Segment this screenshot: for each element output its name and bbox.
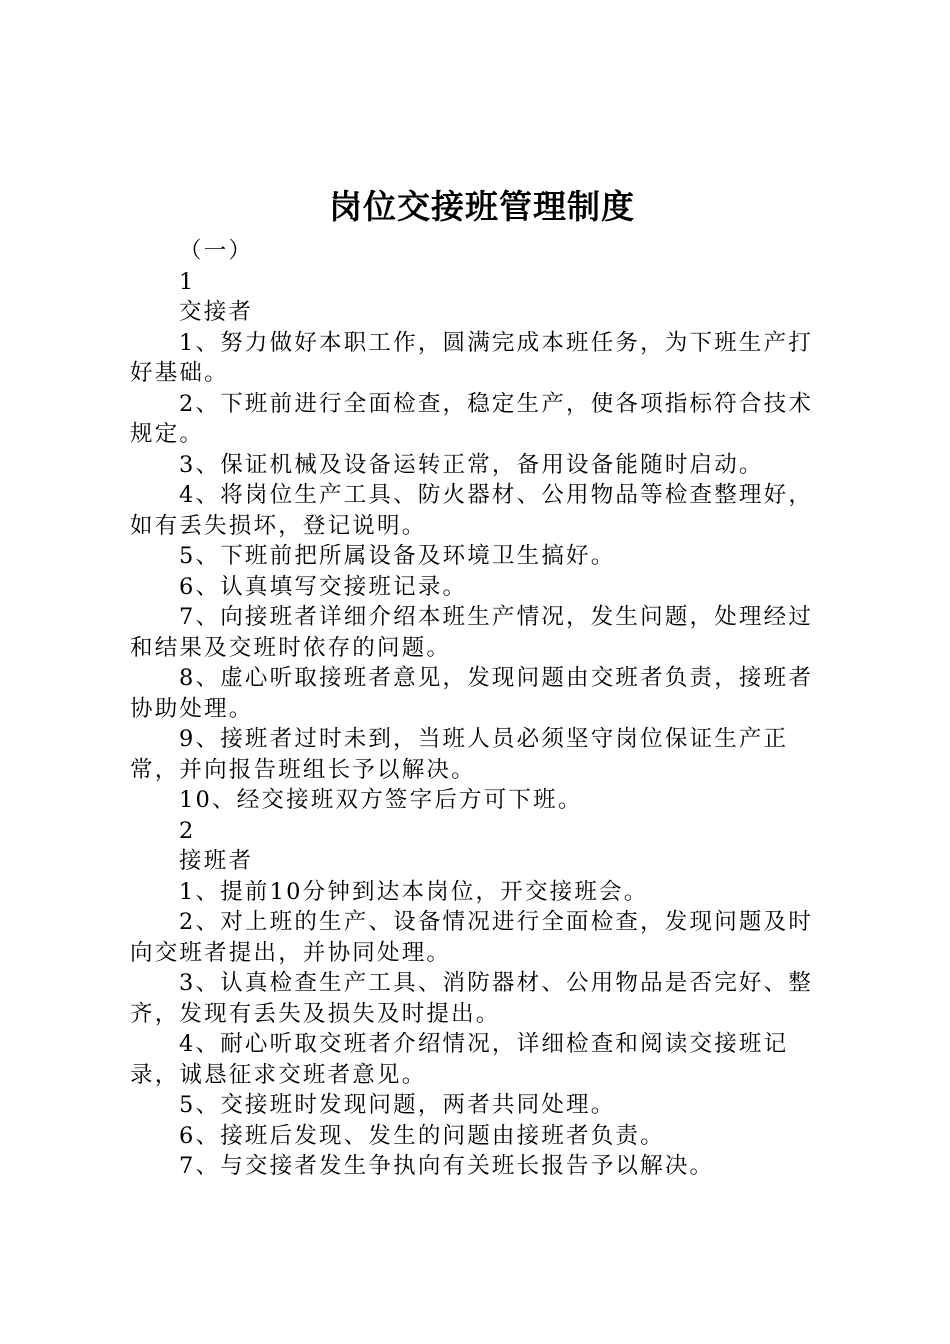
paragraph: 9、接班者过时未到，当班人员必须坚守岗位保证生产正常，并向报告班组长予以解决。 [130, 726, 789, 783]
document-title: 岗位交接班管理制度 [329, 187, 635, 226]
document-page [130, 182, 834, 1182]
paragraph: 4、将岗位生产工具、防火器材、公用物品等检查整理好，如有丢失损坏，登记说明。 [130, 482, 814, 539]
paragraph: 2、下班前进行全面检查，稳定生产，使各项指标符合技术规定。 [130, 390, 814, 447]
paragraph: 5、下班前把所属设备及环境卫生搞好。 [179, 543, 616, 569]
paragraph: 7、向接班者详细介绍本班生产情况，发生问题，处理经过和结果及交班时依存的问题。 [130, 604, 814, 661]
paragraph: 6、认真填写交接班记录。 [179, 573, 468, 600]
paragraph: 1、提前10分钟到达本岗位，开交接班会。 [179, 878, 649, 905]
subsection-heading: 交接者 [179, 299, 254, 325]
paragraph: 4、耐心听取交班者介绍情况，详细检查和阅读交接班记录，诚恳征求交班者意见。 [130, 1031, 789, 1088]
subsection-heading: 接班者 [179, 848, 254, 874]
paragraph: 2、对上班的生产、设备情况进行全面检查，发现问题及时向交班者提出，并协同处理。 [130, 909, 814, 966]
paragraph: 7、与交接者发生争执向有关班长报告予以解决。 [179, 1153, 715, 1179]
section-number: （一） [179, 238, 254, 264]
paragraph: 1、努力做好本职工作，圆满完成本班任务，为下班生产打好基础。 [130, 329, 814, 386]
paragraph: 6、接班后发现、发生的问题由接班者负责。 [179, 1122, 665, 1149]
subsection-number: 1 [179, 268, 196, 295]
paragraph: 10、经交接班双方签字后方可下班。 [179, 787, 583, 813]
subsection-number: 2 [179, 817, 196, 844]
paragraph: 8、虚心听取接班者意见，发现问题由交班者负责，接班者协助处理。 [130, 665, 814, 722]
paragraph: 3、认真检查生产工具、消防器材、公用物品是否完好、整齐，发现有丢失及损失及时提出。 [130, 970, 814, 1027]
paragraph: 3、保证机械及设备运转正常，备用设备能随时启动。 [179, 451, 764, 478]
paragraph: 5、交接班时发现问题，两者共同处理。 [179, 1092, 616, 1118]
